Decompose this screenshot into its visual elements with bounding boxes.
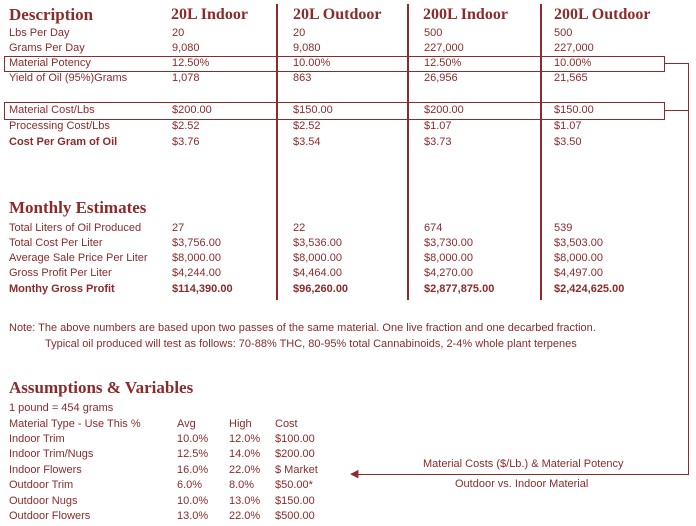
cell: $8,000.00	[172, 252, 221, 264]
cell: 500	[554, 27, 573, 39]
cell: 12.0%	[229, 433, 261, 445]
cell: $150.00	[275, 495, 315, 507]
cell: 9,080	[172, 42, 200, 54]
connector-vertical	[688, 63, 689, 475]
cell: $3,503.00	[554, 237, 603, 249]
cell: 10.00%	[554, 57, 592, 69]
cell: $8,000.00	[424, 252, 473, 264]
cell: 227,000	[424, 42, 464, 54]
row-label: Outdoor Flowers	[9, 510, 91, 522]
cell: $4,244.00	[172, 267, 221, 279]
cell: $200.00	[275, 448, 315, 460]
assumptions-header-cost: Cost	[275, 418, 298, 430]
column-header-200l-outdoor: 200L Outdoor	[554, 6, 651, 23]
column-divider-1	[276, 4, 278, 300]
cell: $500.00	[275, 510, 315, 522]
cell: 9,080	[293, 42, 321, 54]
cell: $150.00	[293, 104, 333, 116]
cell: 12.50%	[424, 57, 462, 69]
cell: $3.76	[172, 136, 200, 148]
cell: $50.00*	[275, 479, 313, 491]
cell: 10.0%	[177, 433, 209, 445]
row-label: Grams Per Day	[9, 42, 85, 54]
cell: $4,464.00	[293, 267, 342, 279]
cell: $1.07	[424, 120, 452, 132]
connector-potency-h	[664, 63, 689, 64]
row-label: Total Cost Per Liter	[9, 237, 103, 249]
cell: $150.00	[554, 104, 594, 116]
cell: 22.0%	[229, 464, 261, 476]
row-label: Outdoor Trim	[9, 479, 74, 491]
callout-line-2: Outdoor vs. Indoor Material	[455, 478, 589, 490]
row-label: Outdoor Nugs	[9, 495, 78, 507]
row-label: Cost Per Gram of Oil	[9, 136, 118, 148]
row-label: Total Liters of Oil Produced	[9, 222, 142, 234]
cell: 14.0%	[229, 448, 261, 460]
cell: 227,000	[554, 42, 594, 54]
row-label: Material Cost/Lbs	[9, 104, 95, 116]
cell: 12.5%	[177, 448, 209, 460]
cell: $200.00	[172, 104, 212, 116]
note-line-1: Note: The above numbers are based upon two passes of the same material. One live fraction and one decarbed fraction.	[9, 322, 596, 334]
assumptions-header-high: High	[229, 418, 252, 430]
cell: $3,730.00	[424, 237, 473, 249]
cell: $2.52	[172, 120, 200, 132]
cell: 6.0%	[177, 479, 203, 491]
arrow-left-icon: ◀	[350, 468, 359, 480]
cell: 13.0%	[177, 510, 209, 522]
cell: 21,565	[554, 72, 588, 84]
pound-conversion: 1 pound = 454 grams	[9, 402, 114, 414]
cell: $4,270.00	[424, 267, 473, 279]
cell: $100.00	[275, 433, 315, 445]
row-label: Indoor Trim/Nugs	[9, 448, 94, 460]
column-divider-3	[540, 4, 542, 300]
cell: 8.0%	[229, 479, 255, 491]
cell: $3,756.00	[172, 237, 221, 249]
row-label: Indoor Flowers	[9, 464, 82, 476]
cell: 27	[172, 222, 185, 234]
callout-line-1: Material Costs ($/Lb.) & Material Potency	[423, 458, 624, 470]
cell: $3.54	[293, 136, 321, 148]
row-label: Indoor Trim	[9, 433, 65, 445]
cell: $8,000.00	[554, 252, 603, 264]
cell: 10.00%	[293, 57, 331, 69]
cell: 12.50%	[172, 57, 210, 69]
row-label: Gross Profit Per Liter	[9, 267, 112, 279]
cell: 22	[293, 222, 306, 234]
cell: 500	[424, 27, 443, 39]
cell: $ Market	[275, 464, 318, 476]
row-label: Monthy Gross Profit	[9, 283, 115, 295]
row-label: Yield of Oil (95%)Grams	[9, 72, 128, 84]
cell: 20	[293, 27, 306, 39]
assumptions-header-type: Material Type - Use This %	[9, 418, 141, 430]
cell: 863	[293, 72, 312, 84]
cell: $8,000.00	[293, 252, 342, 264]
cell: 20	[172, 27, 185, 39]
page-title: Description	[9, 5, 94, 24]
cell: $2,877,875.00	[424, 283, 495, 295]
cell: $2.52	[293, 120, 321, 132]
cell: $114,390.00	[172, 283, 233, 295]
cell: $4,497.00	[554, 267, 603, 279]
column-header-20l-indoor: 20L Indoor	[171, 6, 248, 23]
cell: $3.73	[424, 136, 452, 148]
assumptions-header-avg: Avg	[177, 418, 196, 430]
row-label: Material Potency	[9, 57, 91, 69]
cell: 674	[424, 222, 443, 234]
cell: 10.0%	[177, 495, 209, 507]
connector-bottom-h	[356, 474, 689, 475]
row-label: Processing Cost/Lbs	[9, 120, 110, 132]
row-label: Lbs Per Day	[9, 27, 70, 39]
cell: 26,956	[424, 72, 458, 84]
connector-cost-h	[664, 110, 689, 111]
cell: $2,424,625.00	[554, 283, 625, 295]
assumptions-heading: Assumptions & Variables	[9, 378, 194, 397]
cell: 16.0%	[177, 464, 209, 476]
cell: $3.50	[554, 136, 582, 148]
note-line-2: Typical oil produced will test as follows: 70-88% THC, 80-95% total Cannabinoids, 2-4% whole plant terpenes	[45, 338, 577, 350]
monthly-estimates-heading: Monthly Estimates	[9, 198, 147, 217]
cell: 13.0%	[229, 495, 261, 507]
cell: $1.07	[554, 120, 582, 132]
column-header-200l-indoor: 200L Indoor	[423, 6, 508, 23]
cell: 1,078	[172, 72, 200, 84]
cell: $96,260.00	[293, 283, 349, 295]
cell: 539	[554, 222, 573, 234]
cell: $200.00	[424, 104, 464, 116]
cell: 22.0%	[229, 510, 261, 522]
column-divider-2	[407, 4, 409, 300]
cell: $3,536.00	[293, 237, 342, 249]
column-header-20l-outdoor: 20L Outdoor	[293, 6, 382, 23]
row-label: Average Sale Price Per Liter	[9, 252, 148, 264]
